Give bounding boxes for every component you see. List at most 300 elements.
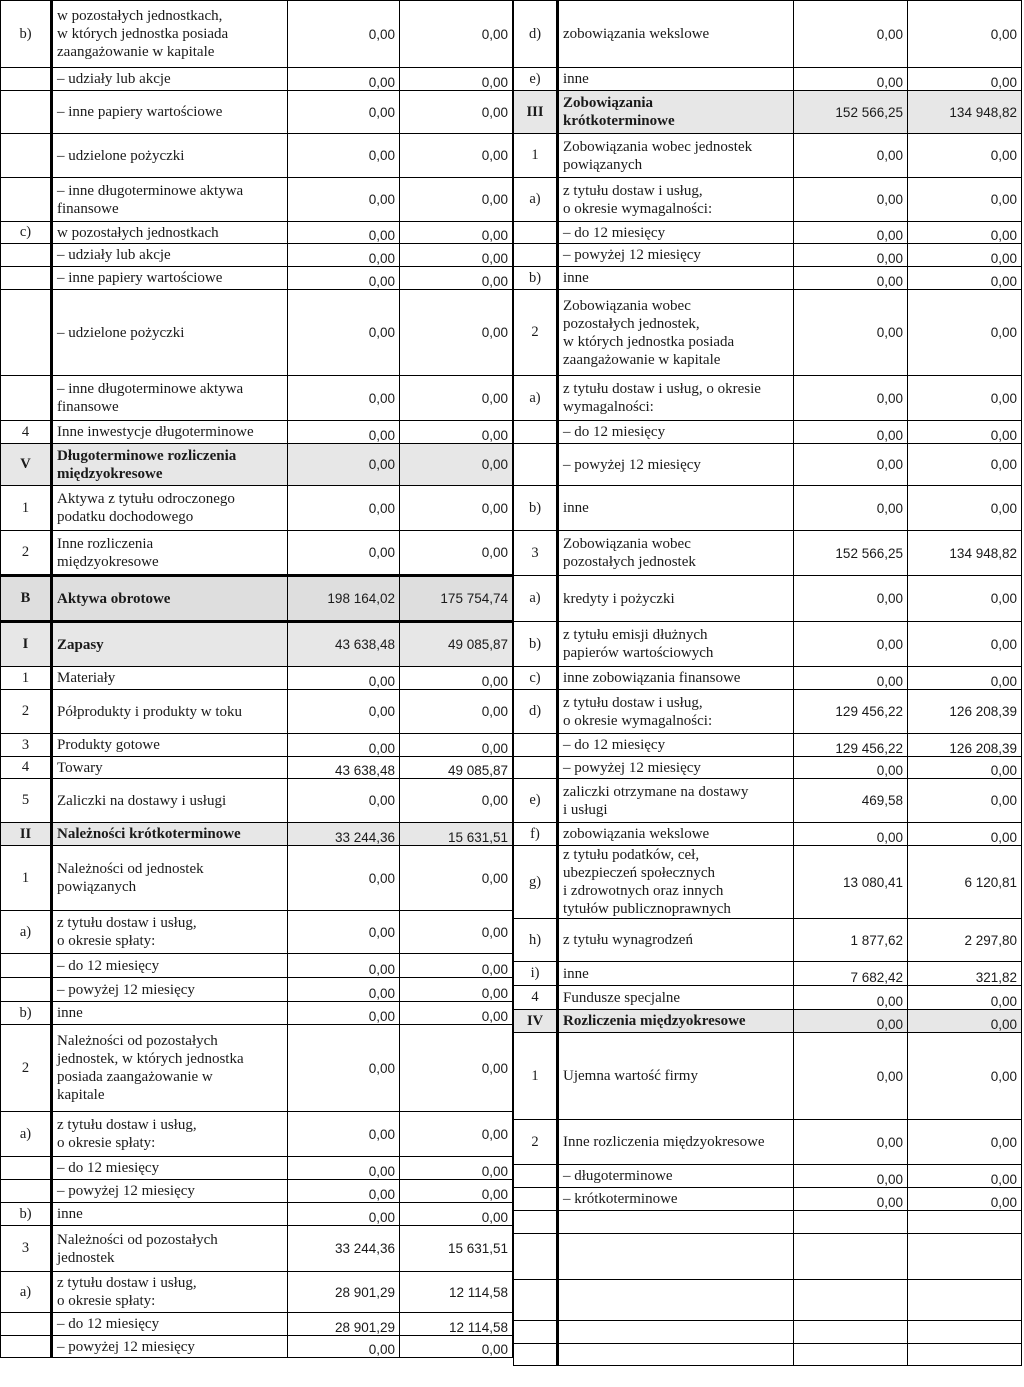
row-value-current: 129 456,22 (794, 690, 908, 734)
left-row (1, 91, 513, 134)
row-value-previous: 0,00 (908, 444, 1022, 486)
left-row (1, 244, 513, 267)
row-description: – powyżej 12 miesięcy (558, 444, 794, 486)
right-row (514, 734, 1022, 757)
row-description: Długoterminowe rozliczenia międzyokresowe (52, 444, 288, 486)
row-value-previous: 0,00 (908, 68, 1022, 91)
row-value-previous: 0,00 (400, 444, 513, 486)
row-value-current: 0,00 (794, 222, 908, 244)
row-value-current: 0,00 (794, 486, 908, 531)
left-row (1, 734, 513, 757)
row-value-current: 0,00 (794, 376, 908, 421)
row-description: – udziały lub akcje (52, 244, 288, 267)
row-value-current: 0,00 (288, 1336, 400, 1358)
row-description: – do 12 miesięcy (558, 734, 794, 757)
row-value-current: 33 244,36 (288, 1226, 400, 1272)
row-value-previous: 0,00 (908, 622, 1022, 667)
row-value-previous: 0,00 (908, 134, 1022, 178)
row-value-current: 0,00 (794, 757, 908, 779)
row-label: V (1, 444, 52, 486)
left-row (1, 1025, 513, 1112)
row-label: e) (514, 68, 558, 91)
row-value-current: 0,00 (794, 267, 908, 290)
row-label: 3 (514, 531, 558, 576)
row-label (1, 954, 52, 978)
row-description: Zobowiązania krótkoterminowe (558, 91, 794, 134)
right-row (514, 919, 1022, 962)
row-description: Aktywa obrotowe (52, 576, 288, 622)
row-label (1, 1336, 52, 1358)
row-value-previous: 0,00 (908, 779, 1022, 823)
row-label (514, 1234, 558, 1280)
row-description: – krótkoterminowe (558, 1188, 794, 1211)
row-description: Fundusze specjalne (558, 986, 794, 1010)
row-value-current: 0,00 (794, 134, 908, 178)
row-value-previous: 0,00 (400, 1157, 513, 1180)
row-label (514, 421, 558, 444)
row-value-previous: 0,00 (908, 244, 1022, 267)
row-value-previous: 175 754,74 (400, 576, 513, 622)
left-row (1, 486, 513, 531)
left-row (1, 531, 513, 576)
row-value-current: 0,00 (288, 91, 400, 134)
left-row (1, 823, 513, 846)
right-row (514, 757, 1022, 779)
row-description: – powyżej 12 miesięcy (558, 757, 794, 779)
row-value-previous: 0,00 (400, 1336, 513, 1358)
right-row (514, 1010, 1022, 1033)
row-value-current: 33 244,36 (288, 823, 400, 846)
row-value-previous: 0,00 (400, 134, 513, 178)
row-value-previous: 0,00 (400, 911, 513, 954)
row-value-current: 0,00 (288, 68, 400, 91)
row-description: – inne długoterminowe aktywa finansowe (52, 376, 288, 421)
right-row (514, 244, 1022, 267)
row-value-previous: 0,00 (908, 1165, 1022, 1188)
row-value-current: 469,58 (794, 779, 908, 823)
row-value-previous: 0,00 (908, 421, 1022, 444)
row-label: 1 (514, 1033, 558, 1120)
row-label: i) (514, 962, 558, 986)
right-row (514, 134, 1022, 178)
row-label (514, 244, 558, 267)
row-description: – do 12 miesięcy (558, 421, 794, 444)
row-description: z tytułu emisji dłużnych papierów wartościowych (558, 622, 794, 667)
row-description: Zobowiązania wobec jednostek powiązanych (558, 134, 794, 178)
row-value-current: 0,00 (794, 244, 908, 267)
right-row (514, 91, 1022, 134)
row-value-previous: 0,00 (400, 779, 513, 823)
row-description: Rozliczenia międzyokresowe (558, 1010, 794, 1033)
row-value-current: 0,00 (288, 734, 400, 757)
row-value-previous: 0,00 (908, 376, 1022, 421)
row-value-current: 0,00 (288, 267, 400, 290)
row-label: 2 (1, 531, 52, 576)
row-label: a) (1, 911, 52, 954)
row-label (514, 757, 558, 779)
row-description: inne zobowiązania finansowe (558, 667, 794, 690)
row-label (1, 134, 52, 178)
row-description: – inne papiery wartościowe (52, 267, 288, 290)
row-value-current: 0,00 (288, 376, 400, 421)
right-row (514, 421, 1022, 444)
left-row (1, 1313, 513, 1336)
row-label: 1 (1, 486, 52, 531)
row-value-previous: 2 297,80 (908, 919, 1022, 962)
row-value-previous: 0,00 (908, 1010, 1022, 1033)
row-value-current: 152 566,25 (794, 91, 908, 134)
right-row (514, 1, 1022, 68)
row-label: III (514, 91, 558, 134)
row-description: zaliczki otrzymane na dostawy i usługi (558, 779, 794, 823)
right-row (514, 444, 1022, 486)
left-row (1, 757, 513, 779)
row-description (558, 1344, 794, 1366)
row-value-previous: 0,00 (908, 823, 1022, 846)
row-label (1, 178, 52, 222)
row-value-previous: 0,00 (908, 667, 1022, 690)
row-value-previous: 0,00 (400, 68, 513, 91)
row-description: z tytułu dostaw i usług, o okresie spłaty: (52, 911, 288, 954)
row-label: B (1, 576, 52, 622)
row-value-current: 0,00 (794, 421, 908, 444)
row-description: Należności od pozostałych jednostek, w których jednostka posiada zaangażowanie w kapitale (52, 1025, 288, 1112)
right-row (514, 376, 1022, 421)
row-value-previous: 0,00 (400, 734, 513, 757)
row-description: z tytułu dostaw i usług, o okresie spłaty: (52, 1112, 288, 1157)
row-label: II (1, 823, 52, 846)
right-row (514, 1033, 1022, 1120)
row-description: Należności od pozostałych jednostek (52, 1226, 288, 1272)
row-description: Zaliczki na dostawy i usługi (52, 779, 288, 823)
row-value-current: 28 901,29 (288, 1313, 400, 1336)
row-label: b) (1, 1002, 52, 1025)
row-description (558, 1211, 794, 1234)
row-value-previous: 0,00 (400, 1180, 513, 1203)
row-value-previous: 0,00 (400, 244, 513, 267)
left-row (1, 222, 513, 244)
row-label: a) (514, 576, 558, 622)
row-label (514, 1321, 558, 1344)
row-label: f) (514, 823, 558, 846)
row-value-previous: 0,00 (400, 421, 513, 444)
row-value-current: 152 566,25 (794, 531, 908, 576)
row-label: a) (1, 1272, 52, 1313)
row-description: inne (52, 1203, 288, 1226)
row-value-previous: 0,00 (908, 576, 1022, 622)
row-description: – udzielone pożyczki (52, 134, 288, 178)
right-row (514, 531, 1022, 576)
row-value-current: 0,00 (288, 1002, 400, 1025)
row-description: w pozostałych jednostkach (52, 222, 288, 244)
row-value-current: 0,00 (288, 290, 400, 376)
row-description: Należności od jednostek powiązanych (52, 846, 288, 911)
left-row (1, 290, 513, 376)
row-value-current: 0,00 (288, 978, 400, 1002)
row-value-current: 0,00 (288, 1, 400, 68)
row-value-previous: 0,00 (400, 222, 513, 244)
right-row (514, 1234, 1022, 1280)
row-description: inne (52, 1002, 288, 1025)
row-description: kredyty i pożyczki (558, 576, 794, 622)
row-label: b) (514, 622, 558, 667)
right-row (514, 962, 1022, 986)
row-value-previous: 0,00 (400, 690, 513, 734)
row-label: 2 (514, 1120, 558, 1165)
row-value-previous: 0,00 (400, 531, 513, 576)
row-description: – powyżej 12 miesięcy (558, 244, 794, 267)
row-value-previous: 0,00 (400, 1112, 513, 1157)
row-value-current: 0,00 (288, 531, 400, 576)
row-value-previous: 0,00 (400, 667, 513, 690)
row-value-current: 0,00 (288, 444, 400, 486)
row-value-current: 1 877,62 (794, 919, 908, 962)
row-label (1, 91, 52, 134)
row-label (1, 1180, 52, 1203)
row-description: – powyżej 12 miesięcy (52, 978, 288, 1002)
left-row (1, 1203, 513, 1226)
row-label (514, 1188, 558, 1211)
row-description: – powyżej 12 miesięcy (52, 1180, 288, 1203)
row-label (1, 290, 52, 376)
row-label: I (1, 622, 52, 667)
left-row (1, 846, 513, 911)
row-description: Inne inwestycje długoterminowe (52, 421, 288, 444)
row-label: 1 (1, 667, 52, 690)
row-value-current: 0,00 (288, 1180, 400, 1203)
left-row (1, 690, 513, 734)
right-row (514, 986, 1022, 1010)
row-description: z tytułu dostaw i usług, o okresie wymagalności: (558, 376, 794, 421)
row-description: Inne rozliczenia międzyokresowe (52, 531, 288, 576)
row-description: Półprodukty i produkty w toku (52, 690, 288, 734)
row-value-previous: 0,00 (400, 978, 513, 1002)
row-value-current: 0,00 (288, 244, 400, 267)
row-description: Aktywa z tytułu odroczonego podatku dochodowego (52, 486, 288, 531)
row-value-previous: 49 085,87 (400, 622, 513, 667)
row-description: z tytułu dostaw i usług, o okresie spłaty: (52, 1272, 288, 1313)
row-label (1, 978, 52, 1002)
left-row (1, 1336, 513, 1358)
row-value-previous: 321,82 (908, 962, 1022, 986)
left-row (1, 178, 513, 222)
row-value-current (794, 1211, 908, 1234)
row-description: – udzielone pożyczki (52, 290, 288, 376)
row-value-previous: 0,00 (908, 1188, 1022, 1211)
row-value-current: 198 164,02 (288, 576, 400, 622)
row-value-previous: 0,00 (908, 486, 1022, 531)
row-value-current: 0,00 (288, 690, 400, 734)
row-label: IV (514, 1010, 558, 1033)
row-description: Inne rozliczenia międzyokresowe (558, 1120, 794, 1165)
row-label (1, 1157, 52, 1180)
row-label: g) (514, 846, 558, 919)
assets-table (0, 0, 513, 1358)
right-row (514, 1280, 1022, 1321)
row-description: Zobowiązania wobec pozostałych jednostek (558, 531, 794, 576)
row-label (514, 1344, 558, 1366)
row-description: – inne papiery wartościowe (52, 91, 288, 134)
row-value-current: 0,00 (288, 911, 400, 954)
row-value-previous: 0,00 (908, 1120, 1022, 1165)
row-label: d) (514, 690, 558, 734)
row-value-current: 0,00 (794, 576, 908, 622)
row-label (1, 244, 52, 267)
row-value-current: 0,00 (794, 178, 908, 222)
right-row (514, 1120, 1022, 1165)
right-row (514, 622, 1022, 667)
row-value-current: 0,00 (794, 986, 908, 1010)
row-value-current: 43 638,48 (288, 757, 400, 779)
row-label (514, 1165, 558, 1188)
row-value-previous: 0,00 (400, 846, 513, 911)
left-row (1, 779, 513, 823)
row-description: – do 12 miesięcy (558, 222, 794, 244)
left-row (1, 1272, 513, 1313)
row-value-previous: 0,00 (400, 954, 513, 978)
row-value-previous: 0,00 (908, 267, 1022, 290)
right-row (514, 68, 1022, 91)
row-value-current: 43 638,48 (288, 622, 400, 667)
row-value-previous: 15 631,51 (400, 1226, 513, 1272)
row-value-current: 0,00 (288, 421, 400, 444)
row-value-current: 0,00 (794, 1033, 908, 1120)
row-description: – do 12 miesięcy (52, 1157, 288, 1180)
left-row (1, 376, 513, 421)
left-row (1, 1, 513, 68)
row-description: Materiały (52, 667, 288, 690)
right-row (514, 290, 1022, 376)
row-description: Zobowiązania wobec pozostałych jednostek, w których jednostka posiada zaangażowanie w kapitale (558, 290, 794, 376)
right-row (514, 267, 1022, 290)
row-label: c) (514, 667, 558, 690)
row-description: – do 12 miesięcy (52, 1313, 288, 1336)
left-row (1, 978, 513, 1002)
row-label: 4 (1, 421, 52, 444)
row-label: d) (514, 1, 558, 68)
row-value-current: 7 682,42 (794, 962, 908, 986)
row-label: 2 (1, 690, 52, 734)
row-value-previous: 12 114,58 (400, 1272, 513, 1313)
row-label (514, 734, 558, 757)
row-value-current: 0,00 (794, 1, 908, 68)
right-row (514, 486, 1022, 531)
row-label: 3 (1, 1226, 52, 1272)
row-value-current: 13 080,41 (794, 846, 908, 919)
row-label: h) (514, 919, 558, 962)
row-label: b) (514, 267, 558, 290)
row-value-previous: 0,00 (400, 486, 513, 531)
row-description: inne (558, 68, 794, 91)
row-label: b) (1, 1, 52, 68)
right-row (514, 1188, 1022, 1211)
row-value-current: 0,00 (288, 846, 400, 911)
row-value-previous (908, 1321, 1022, 1344)
row-label: 2 (514, 290, 558, 376)
left-row (1, 1157, 513, 1180)
row-label: b) (514, 486, 558, 531)
right-row (514, 690, 1022, 734)
row-value-previous: 134 948,82 (908, 91, 1022, 134)
right-row (514, 576, 1022, 622)
row-value-current: 0,00 (794, 667, 908, 690)
row-label: 4 (514, 986, 558, 1010)
right-row (514, 178, 1022, 222)
row-description: Należności krótkoterminowe (52, 823, 288, 846)
row-description: Produkty gotowe (52, 734, 288, 757)
row-value-current: 0,00 (288, 954, 400, 978)
row-label: 3 (1, 734, 52, 757)
row-label (1, 68, 52, 91)
row-value-current: 0,00 (288, 178, 400, 222)
row-description: zobowiązania wekslowe (558, 823, 794, 846)
left-row (1, 622, 513, 667)
left-row (1, 421, 513, 444)
row-value-current (794, 1234, 908, 1280)
row-description: z tytułu dostaw i usług, o okresie wymagalności: (558, 690, 794, 734)
row-value-previous: 0,00 (908, 290, 1022, 376)
row-value-previous: 0,00 (908, 1, 1022, 68)
row-value-current: 0,00 (794, 1120, 908, 1165)
row-label: a) (1, 1112, 52, 1157)
row-value-previous: 0,00 (400, 1, 513, 68)
row-description: – do 12 miesięcy (52, 954, 288, 978)
row-value-previous: 49 085,87 (400, 757, 513, 779)
row-description: – powyżej 12 miesięcy (52, 1336, 288, 1358)
row-label: a) (514, 178, 558, 222)
left-row (1, 954, 513, 978)
row-label (1, 376, 52, 421)
row-description: z tytułu wynagrodzeń (558, 919, 794, 962)
row-label: b) (1, 1203, 52, 1226)
right-row (514, 667, 1022, 690)
left-row (1, 667, 513, 690)
row-description: w pozostałych jednostkach, w których jednostka posiada zaangażowanie w kapitale (52, 1, 288, 68)
row-value-previous: 0,00 (908, 986, 1022, 1010)
right-row (514, 1211, 1022, 1234)
row-label: 1 (1, 846, 52, 911)
row-label: 4 (1, 757, 52, 779)
row-label: 2 (1, 1025, 52, 1112)
row-description: z tytułu podatków, ceł, ubezpieczeń społecznych i zdrowotnych oraz innych tytułów publicznoprawnych (558, 846, 794, 919)
row-label (514, 444, 558, 486)
row-value-current: 0,00 (794, 622, 908, 667)
row-description: inne (558, 486, 794, 531)
row-label (514, 222, 558, 244)
row-description: Towary (52, 757, 288, 779)
row-value-previous: 0,00 (400, 91, 513, 134)
row-label (514, 1280, 558, 1321)
row-value-current: 0,00 (794, 1188, 908, 1211)
row-value-previous (908, 1234, 1022, 1280)
row-value-previous: 0,00 (400, 1025, 513, 1112)
row-value-previous: 0,00 (400, 376, 513, 421)
row-description: inne (558, 962, 794, 986)
row-value-previous: 126 208,39 (908, 690, 1022, 734)
row-value-previous: 0,00 (400, 178, 513, 222)
left-row (1, 1112, 513, 1157)
row-description (558, 1234, 794, 1280)
left-row (1, 576, 513, 622)
row-value-previous (908, 1211, 1022, 1234)
row-value-previous (908, 1280, 1022, 1321)
row-value-previous: 0,00 (908, 178, 1022, 222)
left-row (1, 911, 513, 954)
row-label (1, 1313, 52, 1336)
row-description: zobowiązania wekslowe (558, 1, 794, 68)
row-value-previous: 15 631,51 (400, 823, 513, 846)
row-value-previous (908, 1344, 1022, 1366)
